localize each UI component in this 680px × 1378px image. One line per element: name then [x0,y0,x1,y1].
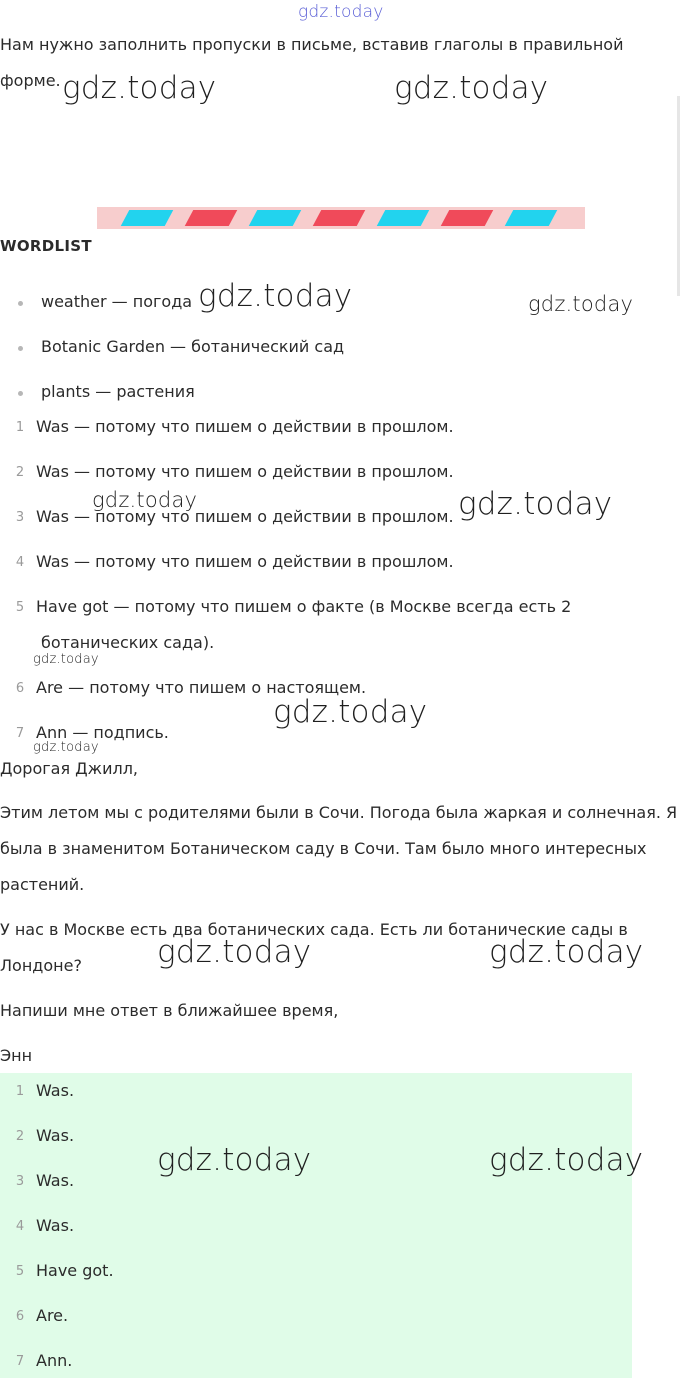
watermark: gdz.today [157,1142,312,1178]
list-number: 2 [15,465,25,480]
explanation-item: Have got — потому что пишем о факте (в Москве всегда есть 2 [36,597,572,616]
bullet-icon [18,301,23,306]
watermark: gdz.today [92,488,198,512]
bullet-icon [18,346,23,351]
answer-item: Was. [36,1216,75,1235]
intro-line-1: Нам нужно заполнить пропуски в письме, вставив глаголы в правильной [0,35,624,54]
watermark: gdz.today [298,2,384,22]
letter-signature: Энн [0,1046,33,1065]
list-number: 5 [15,600,25,615]
wordlist-item: plants — растения [41,382,195,401]
explanation-item: Ann — подпись. [36,723,169,742]
intro-line-2: форме. [0,71,61,90]
watermark: gdz.today [157,934,312,970]
list-number: 7 [15,726,25,741]
watermark: gdz.today [394,70,549,106]
explanation-item: Was — потому что пишем о действии в прошлом. [36,507,454,526]
wordlist-item: Botanic Garden — ботанический сад [41,337,345,356]
letter-greeting: Дорогая Джилл, [0,759,139,778]
list-number: 5 [15,1264,25,1279]
letter-paragraph-3: Напиши мне ответ в ближайшее время, [0,1001,339,1020]
watermark: gdz.today [489,1142,644,1178]
answers-panel [0,1073,632,1378]
wordlist-item: weather — погода [41,292,193,311]
letter-paragraph-1-line: растений. [0,875,85,894]
list-number: 2 [15,1129,25,1144]
watermark: gdz.today [458,486,613,522]
list-number: 1 [15,420,25,435]
answer-item: Was. [36,1171,75,1190]
list-number: 6 [15,681,25,696]
list-number: 6 [15,1309,25,1324]
answer-item: Are. [36,1306,69,1325]
list-number: 3 [15,1174,25,1189]
letter-paragraph-1-line: Этим летом мы с родителями были в Сочи. Погода была жаркая и солнечная. Я [0,803,678,822]
list-number: 4 [15,555,25,570]
watermark: gdz.today [33,740,99,755]
watermark: gdz.today [273,694,428,730]
letter-paragraph-2-line: Лондоне? [0,956,82,975]
watermark: gdz.today [489,934,644,970]
list-number: 3 [15,510,25,525]
answer-item: Have got. [36,1261,114,1280]
explanation-item-continuation: ботанических сада). [41,633,215,652]
watermark: gdz.today [33,652,99,667]
explanation-item: Was — потому что пишем о действии в прошлом. [36,552,454,571]
explanation-item: Was — потому что пишем о действии в прошлом. [36,417,454,436]
watermark: gdz.today [198,278,353,314]
list-number: 7 [15,1354,25,1369]
answer-item: Ann. [36,1351,73,1370]
answer-item: Was. [36,1126,75,1145]
list-number: 1 [15,1084,25,1099]
watermark: gdz.today [528,292,634,316]
explanation-item: Was — потому что пишем о действии в прошлом. [36,462,454,481]
explanation-item: Are — потому что пишем о настоящем. [36,678,367,697]
decorative-stripe [97,207,585,229]
letter-paragraph-2-line: У нас в Москве есть два ботанических сада. Есть ли ботанические сады в [0,920,628,939]
bullet-icon [18,391,23,396]
letter-paragraph-1-line: была в знаменитом Ботаническом саду в Сочи. Там было много интересных [0,839,647,858]
answer-item: Was. [36,1081,75,1100]
wordlist-title: WORDLIST [0,237,92,255]
watermark: gdz.today [62,70,217,106]
list-number: 4 [15,1219,25,1234]
